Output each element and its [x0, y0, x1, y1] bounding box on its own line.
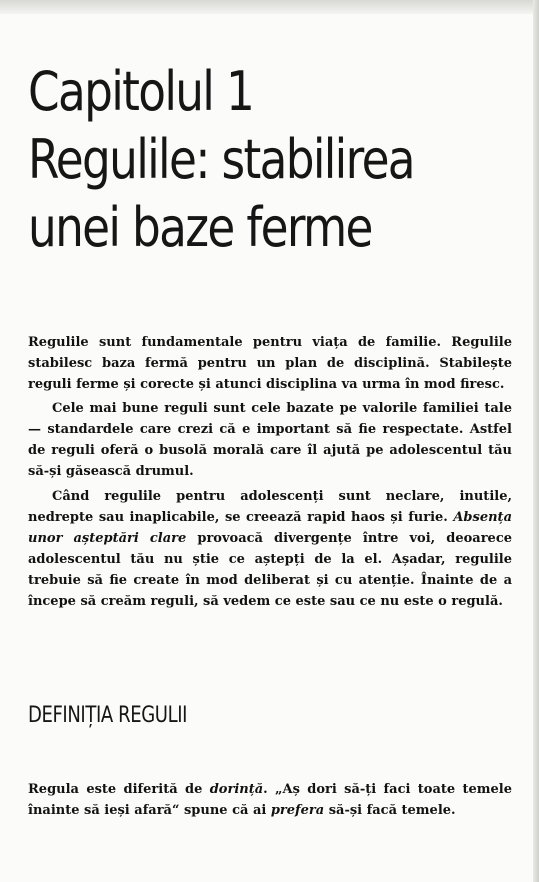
- definition-emphasis-wish: dorință: [209, 782, 264, 797]
- chapter-title-line-2: unei baze ferme: [28, 196, 372, 259]
- paragraph-chaos-text-1: Când regulile pentru adolescenți sunt neclare, inutile, nedrepte sau inaplicabile, se creează rapid haos și furie.: [28, 489, 512, 525]
- section-heading: DEFINIȚIA REGULII: [28, 703, 188, 728]
- definition-text-3: să-și facă temele.: [324, 803, 456, 818]
- paragraph-intro: Regulile sunt fundamentale pentru viața de familie. Regulile stabilesc baza fermă pentru un plan de disciplină. Stabilește reguli ferme și corecte și atunci disciplina va urma în mod firesc.: [28, 335, 512, 392]
- paragraph-chaos: [28, 486, 512, 612]
- chapter-title-line-1: Regulile: stabilirea: [28, 128, 414, 191]
- definition-text-1: Regula este diferită de: [28, 782, 210, 797]
- paragraph-chaos-emphasis: Absența unor așteptări clare: [28, 510, 512, 546]
- paragraph-chaos-text-2: provoacă divergențe între voi, deoarece adolescentul tău nu știe ce aștepți de la el. Așadar, regulile trebuie să fie create în mod deliberat și cu atenție. Înainte de a începe să creăm reguli, să vedem ce este sau ce nu este o regulă.: [28, 531, 513, 609]
- page-top-shadow: [0, 0, 539, 14]
- definition-text-2: . „Aș dori să-ți faci toate temele înainte să ieși afară“ spune că ai: [28, 782, 513, 818]
- chapter-title: [28, 58, 448, 262]
- definition-emphasis-prefer: prefera: [270, 803, 325, 818]
- paragraph-values: Cele mai bune reguli sunt cele bazate pe valorile familiei tale — standardele care crezi că e important să fie respectate. Astfel de reguli oferă o busolă morală care îl ajută pe adolescentul tău să-și găsească drumul.: [28, 401, 512, 479]
- page-edge-shadow: [533, 0, 539, 882]
- paragraph-definition: [28, 779, 512, 821]
- chapter-number: Capitolul 1: [28, 60, 254, 123]
